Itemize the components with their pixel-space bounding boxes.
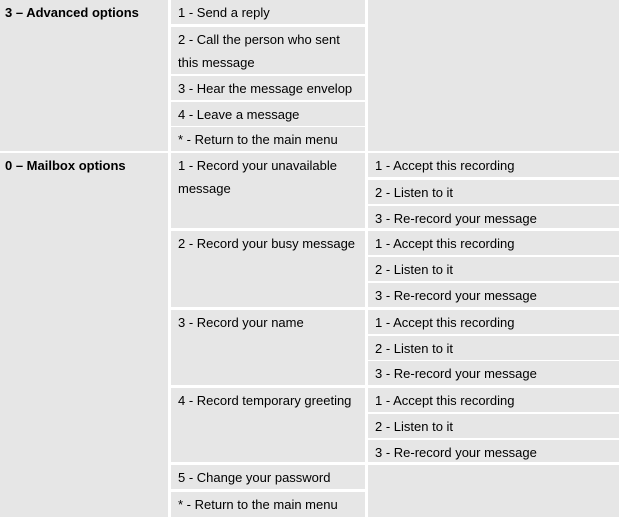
option-leave-message: 4 - Leave a message [171, 102, 365, 126]
option-record-unavailable: 1 - Record your unavailable message [171, 153, 365, 228]
suboption-rerecord: 3 - Re-record your message [368, 283, 619, 307]
suboption-accept-recording: 1 - Accept this recording [368, 231, 619, 255]
section-title-advanced-options: 3 – Advanced options [0, 0, 168, 151]
option-return-main-menu: * - Return to the main menu [171, 127, 365, 151]
option-record-name: 3 - Record your name [171, 310, 365, 385]
suboption-rerecord: 3 - Re-record your message [368, 361, 619, 385]
option-call-sender: 2 - Call the person who sent this message [171, 27, 365, 74]
suboption-accept-recording: 1 - Accept this recording [368, 153, 619, 177]
option-return-main-menu: * - Return to the main menu [171, 492, 365, 517]
empty-cell [368, 465, 619, 517]
suboption-listen: 2 - Listen to it [368, 414, 619, 438]
empty-cell [368, 0, 619, 151]
option-record-temporary-greeting: 4 - Record temporary greeting [171, 388, 365, 462]
suboption-accept-recording: 1 - Accept this recording [368, 388, 619, 412]
suboption-listen: 2 - Listen to it [368, 257, 619, 281]
option-hear-envelope: 3 - Hear the message envelop [171, 76, 365, 100]
suboption-accept-recording: 1 - Accept this recording [368, 310, 619, 334]
suboption-listen: 2 - Listen to it [368, 180, 619, 204]
suboption-rerecord: 3 - Re-record your message [368, 440, 619, 462]
suboption-listen: 2 - Listen to it [368, 336, 619, 360]
suboption-rerecord: 3 - Re-record your message [368, 206, 619, 228]
option-send-reply: 1 - Send a reply [171, 0, 365, 24]
option-record-busy: 2 - Record your busy message [171, 231, 365, 307]
section-title-mailbox-options: 0 – Mailbox options [0, 153, 168, 517]
option-change-password: 5 - Change your password [171, 465, 365, 489]
